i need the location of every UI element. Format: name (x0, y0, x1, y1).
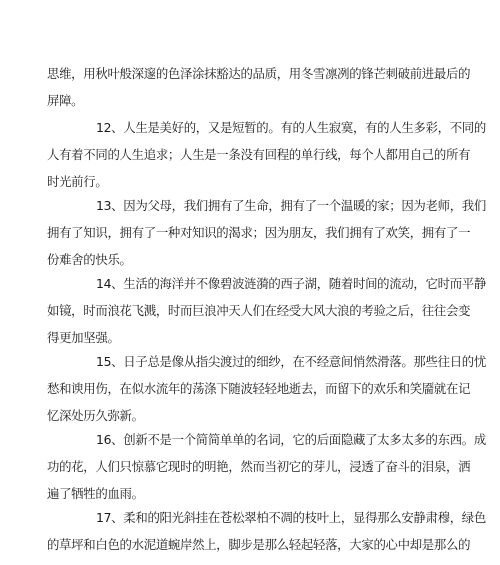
text-line: 的草坪和白色的水泥道蜿岸然上，脚步是那么轻起轻落，大家的心中却是那么的 (47, 537, 471, 552)
text-line: 17、柔和的阳光斜挂在苍松翠柏不凋的枝叶上，显得那么安静肃穆，绿色 (96, 510, 486, 525)
paragraph-13 (47, 192, 486, 273)
paragraph-17 (47, 504, 486, 558)
text-line: 人有着不同的人生追求；人生是一条没有回程的单行线，每个人都用自己的所有 (47, 147, 471, 162)
text-line: 13、因为父母，我们拥有了生命，拥有了一个温暖的家；因为老师，我们 (96, 198, 486, 213)
text-line: 思维，用秋叶般深邃的色泽涂抹豁达的品质，用冬雪凛冽的锋芒刺破前进最后的 (47, 66, 471, 81)
text-line: 如镜，时而浪花飞溅，时而巨浪冲天人们在经受大风大浪的考验之后，往往会变 (47, 303, 471, 318)
paragraph-continuation (47, 60, 471, 114)
text-line: 功的花，人们只惊慕它现时的明艳，然而当初它的芽儿，浸透了奋斗的泪泉，洒 (47, 459, 471, 474)
paragraph-15 (47, 348, 486, 429)
text-line: 得更加坚强。 (47, 330, 120, 345)
paragraph-14 (47, 270, 486, 351)
text-line: 份难舍的快乐。 (47, 252, 132, 267)
paragraph-16 (47, 426, 486, 507)
text-line: 忆深处历久弥新。 (47, 408, 144, 423)
text-line: 屏障。 (47, 93, 84, 108)
text-line: 15、日子总是像从指尖渡过的细纱，在不经意间悄然滑落。那些往日的忧 (96, 354, 486, 369)
text-line: 时光前行。 (47, 174, 108, 189)
text-line: 遍了牺牲的血雨。 (47, 486, 144, 501)
text-line: 拥有了知识，拥有了一种对知识的渴求；因为朋友，我们拥有了欢笑，拥有了一 (47, 225, 471, 240)
text-line: 愁和谀用伤，在似水流年的荡涤下随波轻轻地逝去，而留下的欢乐和笑靥就在记 (47, 381, 471, 396)
text-line: 16、创新不是一个简简单单的名词，它的后面隐藏了太多太多的东西。成 (96, 432, 486, 447)
text-line: 12、人生是美好的，又是短暂的。有的人生寂寞，有的人生多彩，不同的 (96, 120, 486, 135)
text-line: 14、生活的海洋并不像碧波涟漪的西子湖，随着时间的流动，它时而平静 (96, 276, 486, 291)
paragraph-12 (47, 114, 486, 195)
